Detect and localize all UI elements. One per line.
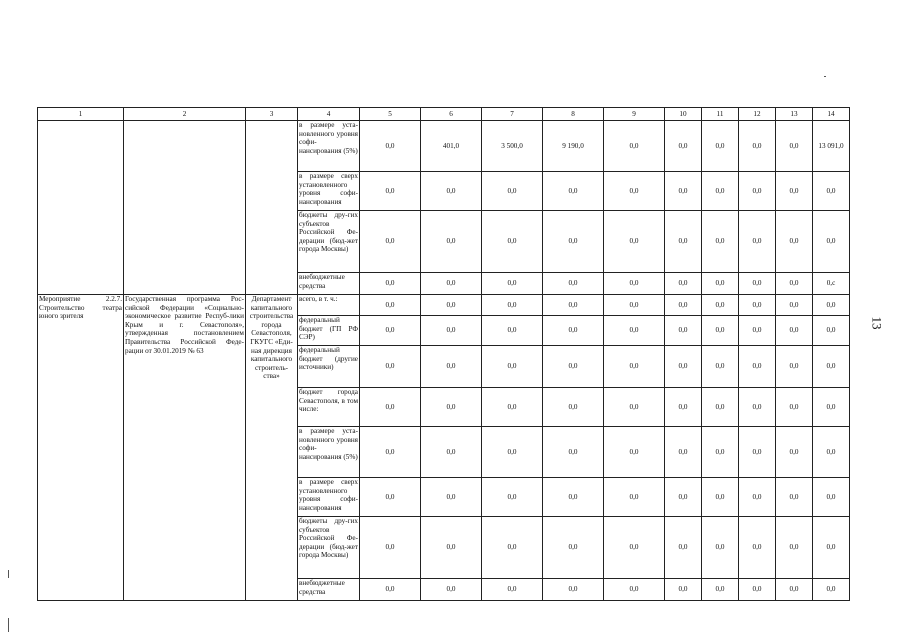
funding-source-label: федеральный бюджет (ГП РФ СЭР) <box>298 316 360 346</box>
amount-cell: 0,0 <box>482 388 543 427</box>
amount-cell: 0,0 <box>776 388 813 427</box>
amount-cell: 0,0 <box>702 478 739 517</box>
amount-cell: 0,0 <box>813 388 850 427</box>
amount-cell: 0,0 <box>482 517 543 579</box>
amount-cell: 0,0 <box>776 427 813 478</box>
amount-cell: 0,0 <box>665 517 702 579</box>
amount-cell: 0,0 <box>665 211 702 273</box>
amount-cell: 0,0 <box>665 316 702 346</box>
amount-cell: 0,0 <box>604 478 665 517</box>
column-number-header: 4 <box>298 108 360 121</box>
amount-cell: 0,0 <box>739 427 776 478</box>
amount-cell: 0,0 <box>360 211 421 273</box>
amount-cell: 0,0 <box>482 427 543 478</box>
table-row <box>38 121 850 172</box>
scan-speck <box>824 76 826 77</box>
column-number-header: 12 <box>739 108 776 121</box>
amount-cell: 0,0 <box>776 346 813 388</box>
amount-cell: 0,0 <box>421 273 482 295</box>
column-number-header: 14 <box>813 108 850 121</box>
amount-cell: 0,0 <box>739 273 776 295</box>
amount-cell: 0,0 <box>543 295 604 316</box>
column-number-header: 13 <box>776 108 813 121</box>
amount-cell: 0,0 <box>739 346 776 388</box>
amount-cell: 0,0 <box>360 427 421 478</box>
amount-cell: 0,0 <box>776 478 813 517</box>
amount-cell: 0,0 <box>604 316 665 346</box>
funding-source-label: в размере уста-новленного уровня софи-нансирования (5%) <box>298 121 360 172</box>
amount-cell: 0,0 <box>421 478 482 517</box>
scan-edge-mark <box>8 618 9 632</box>
amount-cell: 0,0 <box>813 517 850 579</box>
amount-cell: 0,0 <box>739 316 776 346</box>
amount-cell: 0,0 <box>421 346 482 388</box>
amount-cell: 0,0 <box>702 273 739 295</box>
funding-source-label: федеральный бюджет (другие источники) <box>298 346 360 388</box>
amount-cell: 9 190,0 <box>543 121 604 172</box>
amount-cell: 0,0 <box>543 346 604 388</box>
amount-cell: 0,0 <box>665 478 702 517</box>
scan-edge-mark <box>8 570 9 578</box>
amount-cell: 0,0 <box>665 121 702 172</box>
amount-cell: 0,0 <box>702 121 739 172</box>
amount-cell: 0,0 <box>421 295 482 316</box>
amount-cell: 0,0 <box>702 579 739 601</box>
page-number: 13 <box>869 316 885 330</box>
amount-cell: 0,0 <box>604 121 665 172</box>
amount-cell: 0,0 <box>604 295 665 316</box>
amount-cell: 0,0 <box>739 388 776 427</box>
amount-cell: 0,0 <box>702 211 739 273</box>
amount-cell: 0,0 <box>543 427 604 478</box>
column-number-header: 7 <box>482 108 543 121</box>
amount-cell: 0,0 <box>482 172 543 211</box>
amount-cell: 0,0 <box>604 388 665 427</box>
amount-cell: 0,0 <box>421 579 482 601</box>
amount-cell: 3 500,0 <box>482 121 543 172</box>
amount-cell: 0,0 <box>739 211 776 273</box>
amount-cell: 0,0 <box>360 346 421 388</box>
column-number-header: 6 <box>421 108 482 121</box>
amount-cell: 0,0 <box>813 211 850 273</box>
amount-cell: 0,0 <box>813 346 850 388</box>
amount-cell: 0,0 <box>739 579 776 601</box>
funding-source-label: бюджеты дру-гих субъектов Российской Фе-дерации (бюд-жет города Москвы) <box>298 517 360 579</box>
amount-cell: 0,0 <box>604 579 665 601</box>
amount-cell: 0,0 <box>604 517 665 579</box>
amount-cell: 0,0 <box>776 517 813 579</box>
funding-source-label: внебюджетные средства <box>298 273 360 295</box>
amount-cell: 13 091,0 <box>813 121 850 172</box>
empty-cell <box>38 121 124 295</box>
table-row <box>38 295 850 316</box>
amount-cell: 0,0 <box>360 273 421 295</box>
funding-source-label: в размере уста-новленного уровня софи-нансирования (5%) <box>298 427 360 478</box>
amount-cell: 0,0 <box>421 211 482 273</box>
amount-cell: 0,0 <box>702 517 739 579</box>
column-number-header: 3 <box>246 108 298 121</box>
column-number-header: 9 <box>604 108 665 121</box>
amount-cell: 0,0 <box>604 427 665 478</box>
amount-cell: 0,0 <box>543 579 604 601</box>
funding-source-label: всего, в т. ч.: <box>298 295 360 316</box>
amount-cell: 0,0 <box>482 273 543 295</box>
amount-cell: 0,0 <box>421 427 482 478</box>
column-number-header: 10 <box>665 108 702 121</box>
budget-table <box>37 107 850 601</box>
amount-cell: 0,0 <box>702 172 739 211</box>
measure-name: Мероприятие 2.2.7. Строительство театра юного зрителя <box>38 295 124 601</box>
funding-source-label: внебюджетные средства <box>298 579 360 601</box>
amount-cell: 0,0 <box>543 388 604 427</box>
amount-cell: 0,0 <box>702 295 739 316</box>
amount-cell: 0,0 <box>543 517 604 579</box>
amount-cell: 0,0 <box>543 316 604 346</box>
amount-cell: 0,0 <box>813 427 850 478</box>
amount-cell: 0,0 <box>604 211 665 273</box>
amount-cell: 0,0 <box>360 517 421 579</box>
amount-cell: 401,0 <box>421 121 482 172</box>
amount-cell: 0,0 <box>360 121 421 172</box>
amount-cell: 0,0 <box>702 388 739 427</box>
amount-cell: 0,0 <box>665 172 702 211</box>
amount-cell: 0,с <box>813 273 850 295</box>
empty-cell <box>124 121 246 295</box>
amount-cell: 0,0 <box>776 121 813 172</box>
amount-cell: 0,0 <box>739 121 776 172</box>
amount-cell: 0,0 <box>543 172 604 211</box>
amount-cell: 0,0 <box>665 295 702 316</box>
amount-cell: 0,0 <box>739 517 776 579</box>
header-row <box>38 108 850 121</box>
amount-cell: 0,0 <box>360 316 421 346</box>
amount-cell: 0,0 <box>421 517 482 579</box>
amount-cell: 0,0 <box>360 172 421 211</box>
amount-cell: 0,0 <box>360 295 421 316</box>
amount-cell: 0,0 <box>543 478 604 517</box>
empty-cell <box>246 121 298 295</box>
amount-cell: 0,0 <box>813 478 850 517</box>
amount-cell: 0,0 <box>543 273 604 295</box>
funding-source-label: бюджет города Севастополя, в том числе: <box>298 388 360 427</box>
amount-cell: 0,0 <box>813 172 850 211</box>
amount-cell: 0,0 <box>604 273 665 295</box>
amount-cell: 0,0 <box>813 316 850 346</box>
funding-source-label: бюджеты дру-гих субъектов Российской Фе-дерации (бюд-жет города Москвы) <box>298 211 360 273</box>
column-number-header: 11 <box>702 108 739 121</box>
amount-cell: 0,0 <box>776 211 813 273</box>
amount-cell: 0,0 <box>360 388 421 427</box>
amount-cell: 0,0 <box>665 346 702 388</box>
column-number-header: 8 <box>543 108 604 121</box>
amount-cell: 0,0 <box>360 478 421 517</box>
amount-cell: 0,0 <box>482 346 543 388</box>
amount-cell: 0,0 <box>421 172 482 211</box>
amount-cell: 0,0 <box>702 427 739 478</box>
amount-cell: 0,0 <box>604 346 665 388</box>
amount-cell: 0,0 <box>482 478 543 517</box>
amount-cell: 0,0 <box>482 579 543 601</box>
amount-cell: 0,0 <box>739 478 776 517</box>
amount-cell: 0,0 <box>776 172 813 211</box>
funding-source-label: в размере сверх установленного уровня софи-нансирования <box>298 172 360 211</box>
amount-cell: 0,0 <box>702 346 739 388</box>
amount-cell: 0,0 <box>482 295 543 316</box>
amount-cell: 0,0 <box>604 172 665 211</box>
amount-cell: 0,0 <box>776 295 813 316</box>
column-number-header: 1 <box>38 108 124 121</box>
amount-cell: 0,0 <box>482 316 543 346</box>
program-reference: Государственная программа Рос-сийской Федерации «Социально-экономическое развитие Респуб-лики Крым и г. Севастополя», утвержденная постановлением Правительства Российской Феде-рации от 30.01.2019 № 63 <box>124 295 246 601</box>
amount-cell: 0,0 <box>776 316 813 346</box>
amount-cell: 0,0 <box>421 388 482 427</box>
column-number-header: 2 <box>124 108 246 121</box>
amount-cell: 0,0 <box>482 211 543 273</box>
amount-cell: 0,0 <box>360 579 421 601</box>
amount-cell: 0,0 <box>665 388 702 427</box>
executor: Департамент капитального строительства города Севастополя, ГКУГС «Еди-ная дирекция капитального строитель-ства» <box>246 295 298 601</box>
amount-cell: 0,0 <box>543 211 604 273</box>
amount-cell: 0,0 <box>665 273 702 295</box>
amount-cell: 0,0 <box>813 579 850 601</box>
column-number-header: 5 <box>360 108 421 121</box>
amount-cell: 0,0 <box>776 579 813 601</box>
amount-cell: 0,0 <box>665 579 702 601</box>
amount-cell: 0,0 <box>739 295 776 316</box>
amount-cell: 0,0 <box>421 316 482 346</box>
funding-source-label: в размере сверх установленного уровня софи-нансирования <box>298 478 360 517</box>
amount-cell: 0,0 <box>776 273 813 295</box>
amount-cell: 0,0 <box>739 172 776 211</box>
amount-cell: 0,0 <box>702 316 739 346</box>
amount-cell: 0,0 <box>665 427 702 478</box>
amount-cell: 0,0 <box>813 295 850 316</box>
